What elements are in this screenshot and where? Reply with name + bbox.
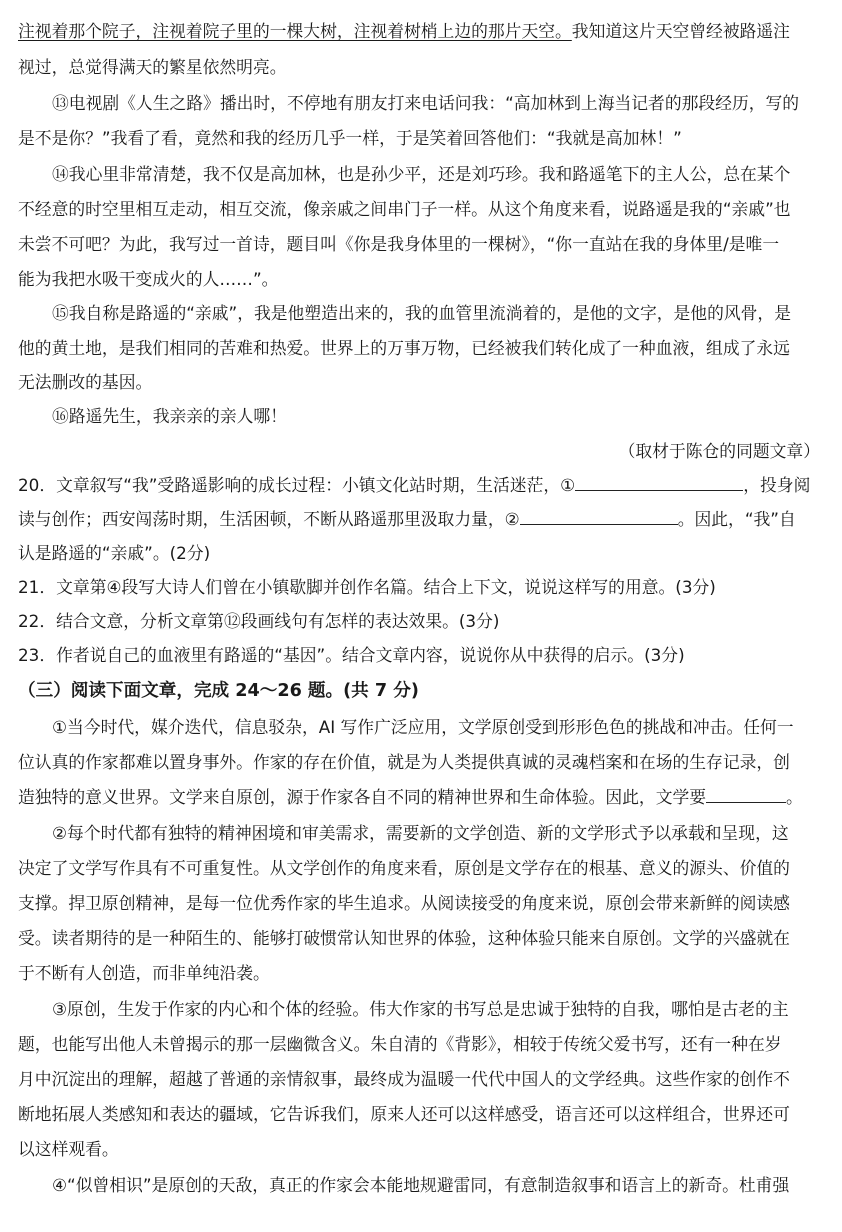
question-22: 22．结合文意，分析文章第⑫段画线句有怎样的表达效果。(3分) xyxy=(18,611,500,631)
paragraph-1-line xyxy=(18,786,828,808)
essay-text: 我知道这片天空曾经被路遥注 xyxy=(571,21,790,41)
answer-blank-3[interactable] xyxy=(706,786,786,803)
paragraph-14-line: 不经意的时空里相互走动，相互交流，像亲戚之间串门子一样。从这个角度来看，说路遥是我的“亲戚”也 xyxy=(18,199,791,219)
paragraph-15-line: 无法删改的基因。 xyxy=(18,372,153,392)
question-20-line: 认是路遥的“亲戚”。(2分) xyxy=(18,543,211,563)
paragraph-14-line: 能为我把水吸干变成火的人……”。 xyxy=(18,269,279,289)
paragraph-4-line: ④“似曾相识”是原创的天敌，真正的作家会本能地规避雷同，有意制造叙事和语言上的新奇。杜甫强 xyxy=(52,1175,790,1195)
essay-text: 造独特的意义世界。文学来自原创，源于作家各自不同的精神世界和生命体验。因此，文学要 xyxy=(18,787,707,807)
paragraph-16: ⑯路遥先生，我亲亲的亲人哪！ xyxy=(52,406,287,426)
essay-text: 。 xyxy=(786,787,803,807)
underlined-sentence: 注视着那个院子，注视着院子里的一棵大树，注视着树梢上边的那片天空。 xyxy=(18,21,572,41)
paragraph-1-line: 位认真的作家都难以置身事外。作家的存在价值，就是为人类提供真诚的灵魂档案和在场的生存记录，创 xyxy=(18,752,790,772)
section-heading: （三）阅读下面文章，完成 24～26 题。(共 7 分) xyxy=(18,681,419,701)
paragraph-3-line: 以这样观看。 xyxy=(18,1139,119,1159)
answer-blank-2[interactable] xyxy=(520,508,678,525)
paragraph-13-line: 是不是你？”我看了看，竟然和我的经历几乎一样，于是笑着回答他们：“我就是高加林！” xyxy=(18,128,682,148)
paragraph-2-line: 支撑。捍卫原创精神，是每一位优秀作家的毕生追求。从阅读接受的角度来说，原创会带来新鲜的阅读感 xyxy=(18,893,790,913)
paragraph-2-line: 于不断有人创造，而非单纯沿袭。 xyxy=(18,963,270,983)
paragraph-3-line: ③原创，生发于作家的内心和个体的经验。伟大作家的书写总是忠诚于独特的自我，哪怕是古老的主 xyxy=(52,999,789,1019)
paragraph-3-line: 断地拓展人类感知和表达的疆域，它告诉我们，原来人还可以这样感受，语言还可以这样组合，世界还可 xyxy=(18,1104,790,1124)
paragraph-3-line: 月中沉淀出的理解，超越了普通的亲情叙事，最终成为温暖一代代中国人的文学经典。这些作家的创作不 xyxy=(18,1069,790,1089)
paragraph-1-line: ①当今时代，媒介迭代，信息驳杂，AI 写作广泛应用，文学原创受到形形色色的挑战和冲击。任何一 xyxy=(52,717,794,737)
question-21: 21．文章第④段写大诗人们曾在小镇歇脚并创作名篇。结合上下文，说说这样写的用意。(3分) xyxy=(18,577,716,597)
paragraph-15-line: ⑮我自称是路遥的“亲戚”，我是他塑造出来的，我的血管里流淌着的，是他的文字，是他的风骨，是 xyxy=(52,303,791,323)
question-text: 。因此，“我”自 xyxy=(677,509,796,529)
answer-blank-1[interactable] xyxy=(575,474,743,491)
paragraph-2-line: ②每个时代都有独特的精神困境和审美需求，需要新的文学创造、新的文学形式予以承载和呈现，这 xyxy=(52,823,789,843)
question-text: 20．文章叙写“我”受路遥影响的成长过程：小镇文化站时期，生活迷茫，① xyxy=(18,475,576,495)
question-text: 读与创作；西安闯荡时期，生活困顿，不断从路遥那里汲取力量，② xyxy=(18,509,520,529)
paragraph-2-line: 受。读者期待的是一种陌生的、能够打破惯常认知世界的体验，这种体验只能来自原创。文学的兴盛就在 xyxy=(18,928,790,948)
question-text: ，投身阅 xyxy=(743,475,811,495)
paragraph-3-line: 题，也能写出他人未曾揭示的那一层幽微含义。朱自清的《背影》，相较于传统父爱书写，还有一种在岁 xyxy=(18,1034,782,1054)
question-20-line xyxy=(18,508,828,530)
paragraph-14-line: ⑭我心里非常清楚，我不仅是高加林，也是孙少平，还是刘巧珍。我和路遥笔下的主人公，总在某个 xyxy=(52,164,791,184)
source-citation: （取材于陈仓的同题文章） xyxy=(618,441,820,461)
essay-line: 视过，总觉得满天的繁星依然明亮。 xyxy=(18,57,287,77)
paragraph-14-line: 未尝不可吧？为此，我写过一首诗，题目叫《你是我身体里的一棵树》，“你一直站在我的身体里/是唯一 xyxy=(18,234,780,254)
paragraph-2-line: 决定了文学写作具有不可重复性。从文学创作的角度来看，原创是文学存在的根基、意义的源头、价值的 xyxy=(18,858,790,878)
question-23: 23．作者说自己的血液里有路遥的“基因”。结合文章内容，说说你从中获得的启示。(3分) xyxy=(18,645,685,665)
paragraph-15-line: 他的黄土地，是我们相同的苦难和热爱。世界上的万事万物，已经被我们转化成了一种血液，组成了永远 xyxy=(18,338,790,358)
essay-line xyxy=(18,20,828,42)
paragraph-13-line: ⑬电视剧《人生之路》播出时，不停地有朋友打来电话问我：“高加林到上海当记者的那段经历，写的 xyxy=(52,93,800,113)
question-20-line xyxy=(18,474,828,496)
